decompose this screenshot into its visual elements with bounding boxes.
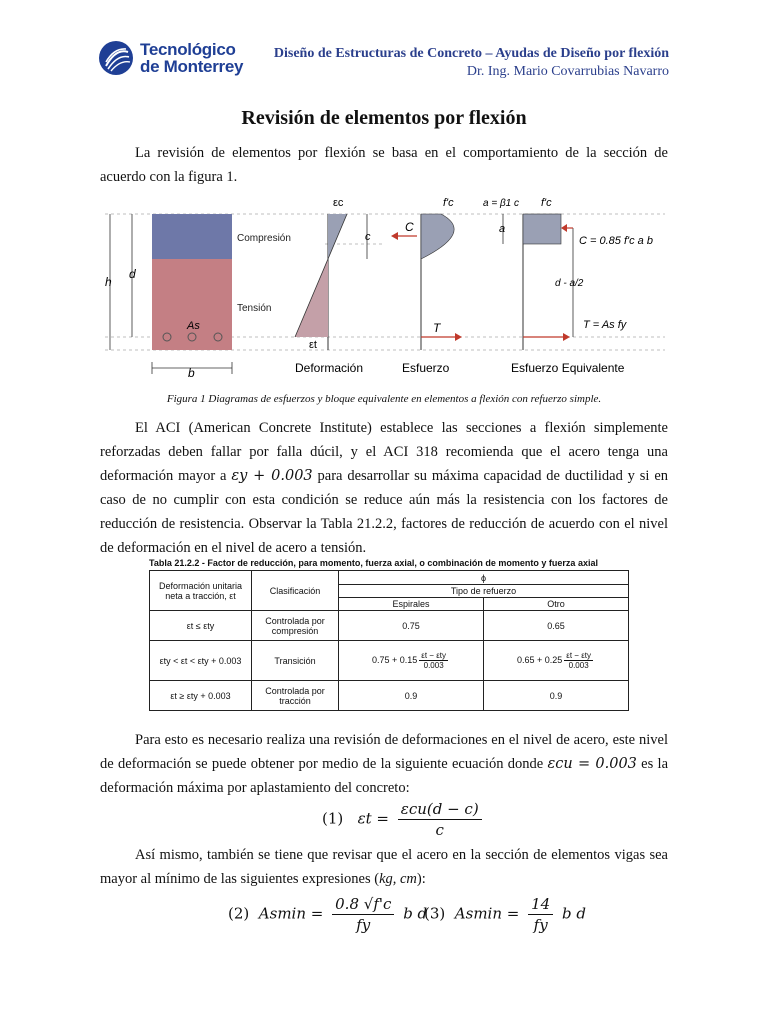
table-caption: Tabla 21.2.2 - Factor de reducción, para momento, fuerza axial, o combinación de momento y fuerza axial [149, 558, 598, 568]
compression-zone [152, 214, 232, 259]
logo [98, 40, 243, 76]
page-title: Revisión de elementos por flexión [241, 107, 527, 129]
page-header [274, 45, 669, 81]
cell-clas: Transición [252, 641, 339, 681]
th-tipo: Tipo de refuerzo [339, 585, 629, 598]
label-c-eq: C = 0.85 f'c a b [579, 235, 653, 247]
label-d: d [129, 267, 136, 281]
th-deformacion: Deformación unitaria neta a tracción, εt [150, 571, 252, 611]
aci-paragraph [100, 416, 668, 560]
author: Dr. Ing. Mario Covarrubias Navarro [466, 64, 669, 79]
eq2-rhs: b d [403, 904, 428, 923]
aci-math: εy + 0.003 [231, 468, 313, 484]
def-math: εcu = 0.003 [547, 756, 637, 772]
figure-caption: Figura 1 Diagramas de esfuerzos y bloque equivalente en elementos a flexión con refuerzo simple. [166, 393, 602, 405]
label-esfuerzo-eq: Esfuerzo Equivalente [511, 361, 625, 375]
th-clasificacion: Clasificación [252, 571, 339, 611]
eq2-number: (2) [228, 904, 250, 923]
cell-def: εt ≥ εty + 0.003 [150, 681, 252, 711]
aci-text-1: El ACI (American Concrete Institute) establece las secciones a flexión simplemente reforzadas deben fallar por falla dúcil, y el ACI 318 recomienda que el acero tenga una deformación mayor a [100, 420, 668, 484]
label-T: T [433, 321, 441, 335]
cell-otro: 0.9 [484, 681, 629, 711]
eq3-number: (3) [424, 904, 446, 923]
eq2-den: fy [356, 916, 371, 934]
def-text-2: es la deformación máxima por aplastamiento del concreto: [100, 756, 668, 796]
table-row [150, 681, 629, 711]
cell-otro [484, 641, 629, 681]
logo-line1: Tecnológico [140, 40, 236, 59]
label-C: C [405, 220, 414, 234]
esp-formula: 0.75 + 0.15 [372, 654, 418, 665]
aci-text-2: para desarrollar su máxima capacidad de ductilidad y si en caso de no cumplir con esta condición se reduce aún más la resistencia con los factores de reducción de resistencia. Observar la Tabla 21.2.2, factores de reducción de acuerdo con el nivel de deformación en el nivel de acero a tensión. [100, 468, 668, 556]
label-ec: εc [333, 197, 344, 209]
cell-esp: 0.75 [339, 611, 484, 641]
label-esfuerzo: Esfuerzo [402, 361, 450, 375]
label-d-a2: d - a/2 [555, 278, 584, 289]
def-text-1: Para esto es necesario realiza una revisión de deformaciones en el nivel de acero, este nivel de deformación se puede obtener por medio de la siguiente ecuación donde [100, 732, 668, 772]
otro-formula: 0.65 + 0.25 [517, 654, 563, 665]
tension-zone [152, 259, 232, 350]
label-compresion: Compresión [237, 233, 291, 244]
eq2-lhs: Asmin = [258, 904, 324, 923]
esp-frac-num: εt − εty [421, 651, 446, 660]
label-b: b [188, 366, 195, 380]
eq2-num: 0.8 √f'c [332, 895, 394, 915]
asmin-units: kg, cm [379, 871, 417, 887]
cell-def: εt ≤ εty [150, 611, 252, 641]
label-tension: Tensión [237, 303, 272, 314]
cell-clas: Controlada por tracción [252, 681, 339, 711]
label-c: c [365, 231, 371, 243]
cell-clas: Controlada por compresión [252, 611, 339, 641]
th-phi: ϕ [339, 571, 629, 585]
cell-esp [339, 641, 484, 681]
table-row [150, 611, 629, 641]
eq1-lhs: εt = [357, 809, 389, 828]
tec-logo-icon [98, 40, 134, 76]
flexure-diagram [95, 192, 675, 382]
eq3-rhs: b d [562, 904, 586, 923]
eq1-number: (1) [322, 809, 344, 828]
label-a: a [499, 223, 506, 235]
esp-frac-den: 0.003 [423, 661, 444, 670]
otro-frac-den: 0.003 [568, 661, 589, 670]
label-t-eq: T = As fy [583, 319, 627, 331]
deformation-paragraph [100, 728, 668, 800]
reduction-factor-table [149, 570, 629, 711]
th-otro: Otro [484, 598, 629, 611]
label-a-beta: a = β1 c [483, 198, 520, 209]
label-fc1: f'c [443, 197, 454, 209]
eq3-den: fy [533, 916, 548, 934]
label-h: h [105, 275, 112, 289]
equation-2 [228, 895, 427, 934]
eq3-lhs: Asmin = [454, 904, 520, 923]
cell-esp: 0.9 [339, 681, 484, 711]
asmin-text-2: ): [416, 871, 426, 887]
asmin-paragraph [100, 843, 668, 891]
cell-def: εty < εt < εty + 0.003 [150, 641, 252, 681]
label-fc2: f'c [541, 197, 552, 209]
label-as: As [187, 320, 200, 332]
equation-3 [424, 895, 586, 934]
eq3-num: 14 [528, 895, 553, 915]
course-title: Diseño de Estructuras de Concreto – Ayudas de Diseño por flexión [273, 46, 669, 61]
table-row [150, 641, 629, 681]
logo-line2: de Monterrey [140, 57, 244, 76]
eq1-num: εcu(d − c) [398, 800, 482, 820]
intro-paragraph: La revisión de elementos por flexión se basa en el comportamiento de la sección de acuerdo con la figura 1. [100, 145, 668, 185]
otro-frac-num: εt − εty [566, 651, 591, 660]
cell-otro: 0.65 [484, 611, 629, 641]
equation-1 [322, 800, 486, 839]
label-et: εt [309, 339, 317, 351]
th-espirales: Espirales [339, 598, 484, 611]
eq1-den: c [435, 821, 444, 839]
asmin-text-1: Así mismo, también se tiene que revisar que el acero en la sección de elementos vigas sea mayor al mínimo de las siguientes expresiones ( [100, 847, 668, 887]
label-deformacion: Deformación [295, 361, 364, 375]
